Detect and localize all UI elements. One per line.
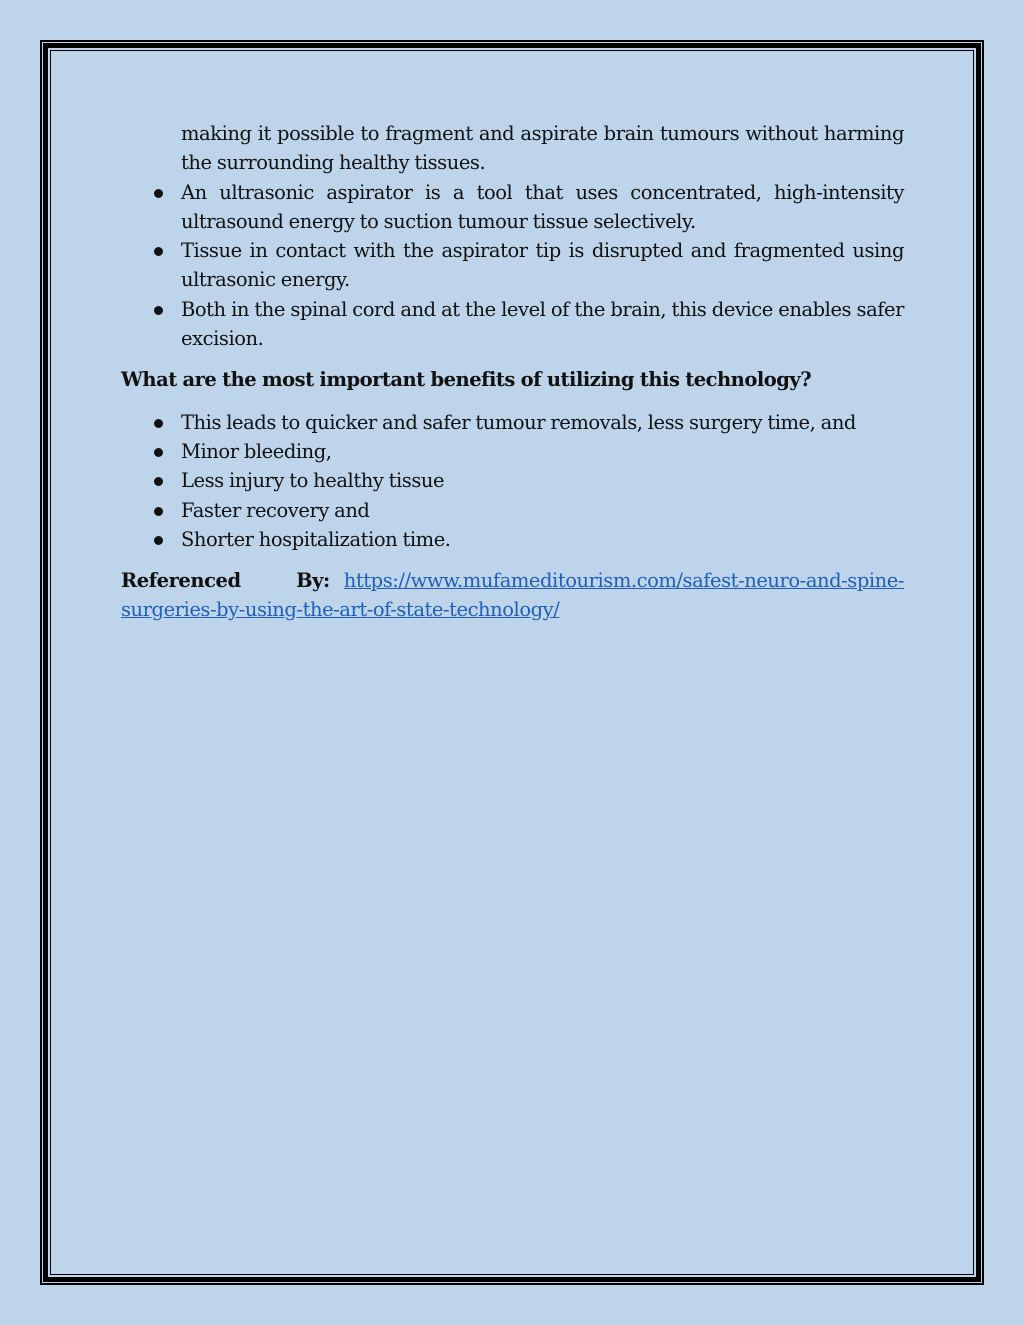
list-item <box>121 466 904 495</box>
list-item-text: Tissue in contact with the aspirator tip is disrupted and fragmented using ultrasonic energy. <box>181 239 904 292</box>
list-item-text: Minor bleeding, <box>181 439 332 463</box>
list-item-text: Less injury to healthy tissue <box>181 469 445 493</box>
bullet-icon <box>154 448 163 457</box>
list-item <box>121 437 904 466</box>
bullet-icon <box>154 247 163 256</box>
list-item-text: Faster recovery and <box>181 498 370 522</box>
list-item-text: An ultrasonic aspirator is a tool that uses concentrated, high-intensity ultrasound energy to suction tumour tissue selectively. <box>181 180 904 233</box>
bullet-icon <box>154 536 163 545</box>
list-item <box>121 525 904 554</box>
list-item <box>121 178 904 237</box>
intro-continuation-text: making it possible to fragment and aspirate brain tumours without harming the surrounding healthy tissues. <box>181 122 904 175</box>
bullet-icon <box>154 507 163 516</box>
benefits-heading: What are the most important benefits of utilizing this technology? <box>121 368 812 392</box>
reference-link[interactable]: https://www.mufameditourism.com/safest-neuro-and-spine-surgeries-by-using-the-art-of-state-technology/ <box>121 569 904 622</box>
document-body <box>121 119 904 625</box>
list-item-text: Both in the spinal cord and at the level of the brain, this device enables safer excision. <box>181 297 904 351</box>
list-item <box>121 236 904 295</box>
reference-label: Referenced By: <box>121 569 330 593</box>
list-item <box>121 295 904 354</box>
bullet-icon <box>154 419 163 428</box>
list-item <box>121 408 904 437</box>
list-item-text: Shorter hospitalization time. <box>181 527 451 551</box>
benefits-list <box>121 408 904 554</box>
list-item-text: This leads to quicker and safer tumour removals, less surgery time, and <box>181 410 856 434</box>
bullet-icon <box>154 306 163 315</box>
list-item <box>121 496 904 525</box>
description-list <box>121 178 904 354</box>
bullet-icon <box>154 477 163 486</box>
reference-paragraph <box>121 566 904 625</box>
bullet-icon <box>154 189 163 198</box>
